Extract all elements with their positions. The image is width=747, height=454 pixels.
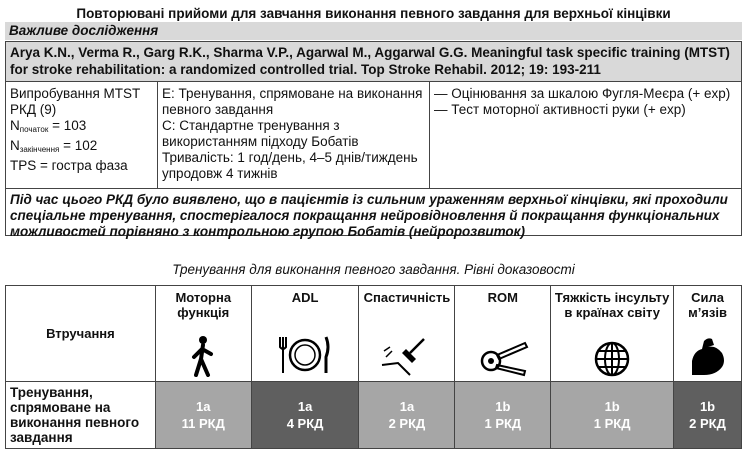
n-end: $N_{закінчення} = 102$ [10,138,98,154]
study-box [5,41,742,239]
column-header [674,286,742,382]
tps-line: TPS = гостра фаза [10,158,128,173]
column-label: Сила м’язів [688,290,727,320]
goniometer-icon [477,337,529,377]
evidence-subtitle: Тренування для виконання певного завдання. Рівні доказовості [172,262,575,277]
column-label: ADL [291,290,319,305]
column-header [551,286,674,382]
column-header [455,286,551,382]
reflex-hammer-icon [380,335,434,377]
section-label: Важливе дослідження [9,23,159,38]
flexed-arm-icon [688,335,728,377]
evidence-cell: 1b 1 РКД [551,382,674,449]
design-line: РКД (9) [10,102,57,117]
column-label: Спастичність [363,290,451,305]
evidence-cell: 1b 2 РКД [674,382,742,449]
design-line: Випробування MTST [10,86,141,101]
study-citation: Arya K.N., Verma R., Garg R.K., Sharma V.P., Agarwal M., Aggarwal G.G. Meaningful task specific training (MTST) for stroke rehabilitation: a randomized controlled trial. Top Stroke Rehabil. 2012; 19: 193-211 [6,42,741,82]
evidence-cell: 1a 4 РКД [251,382,359,449]
globe-icon [594,341,630,377]
intervention-experimental: Е: Тренування, спрямоване на виконання певного завдання [162,86,423,117]
column-label: Моторна функція [175,290,232,320]
intervention-label: Тренування, спрямоване на виконання певного завдання [6,382,156,449]
evidence-cell: 1b 1 РКД [455,382,551,449]
evidence-cell: 1a 2 РКД [359,382,455,449]
column-header [251,286,359,382]
study-interventions [158,82,430,188]
evidence-table [5,285,742,449]
row-header-cell: Втручання [6,286,156,382]
outcome-item: — Оцінювання за шкалою Фугля-Меєра (+ exp) [434,86,731,101]
study-summary: Під час цього РКД було виявлено, що в пацієнтів із сильним ураженням верхньої кінцівки, які проходили спеціальне тренування, спостерігалося покращання нейровідновлення й покращання функціональних можливостей порівняно з контрольною групою Бобатів (нейророзвиток) [6,188,741,235]
column-label: ROM [487,290,519,305]
evidence-cell: 1a 11 РКД [155,382,251,449]
column-label: Тяжкість інсульту в країнах світу [554,290,670,320]
walking-person-icon [186,335,220,377]
section-header [5,22,742,40]
intervention-control: С: Стандартне тренування з використанням підходу Бобатів [162,118,359,149]
study-design [6,82,158,188]
page-title: Повторювані прийоми для завчання виконання певного завдання для верхньої кінцівки [76,6,671,21]
study-outcomes [430,82,741,188]
intervention-duration: Тривалість: 1 год/день, 4–5 днів/тиждень упродовж 4 тижнів [162,150,418,181]
n-start: $N_{початок} = 103$ [10,118,87,134]
plate-cutlery-icon [278,333,332,377]
column-header [359,286,455,382]
outcome-item: — Тест моторної активності руки (+ exp) [434,102,686,117]
column-header [155,286,251,382]
